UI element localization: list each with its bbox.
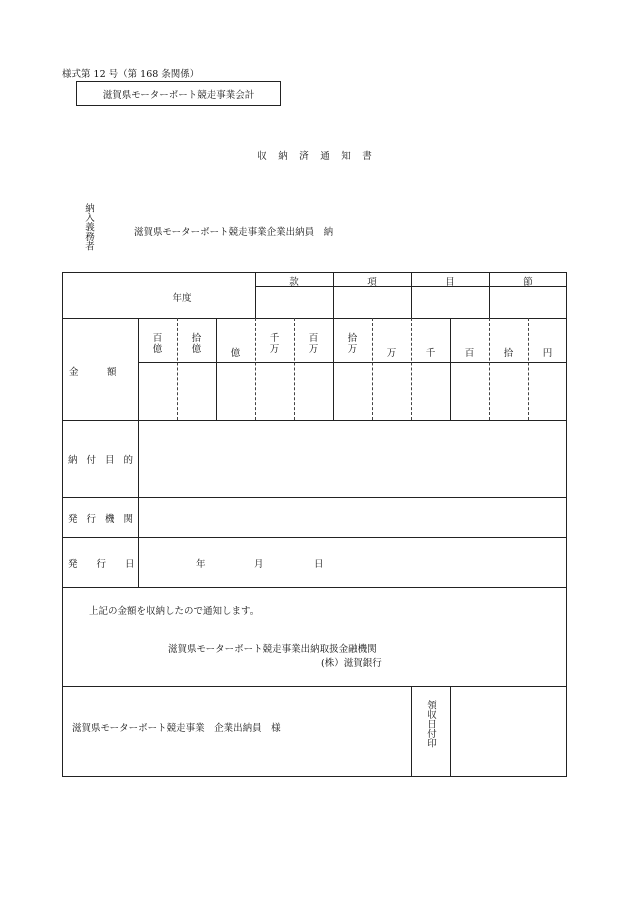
digit-hyaku: 百 xyxy=(464,348,475,359)
digit-sen: 千 xyxy=(425,348,436,359)
purpose-label: 納 付 目 的 xyxy=(68,455,137,466)
digit-senman: 千 万 xyxy=(269,333,280,355)
bank-name-line1: 滋賀県モーターボート競走事業出納取扱金融機関 xyxy=(168,644,377,655)
payer-value: 滋賀県モーターボート競走事業企業出納員 納 xyxy=(134,227,334,238)
receipt-stamp-label: 領収日付印 xyxy=(425,700,436,748)
issue-day-unit: 日 xyxy=(314,559,324,570)
issuer-field[interactable] xyxy=(139,498,566,536)
amount-label: 金 額 xyxy=(69,367,117,378)
year-label: 年度 xyxy=(172,293,192,304)
digit-juuoku: 拾 億 xyxy=(191,333,202,355)
addressee: 滋賀県モーターボート競走事業 企業出納員 様 xyxy=(72,723,281,734)
digit-man: 万 xyxy=(386,348,397,359)
receipt-stamp-area[interactable] xyxy=(451,687,566,776)
digit-juuman: 拾 万 xyxy=(347,333,358,355)
bank-name-line2: (株）滋賀銀行 xyxy=(321,658,382,669)
digit-hyakuman: 百 万 xyxy=(308,333,319,355)
payer-label: 納入義務者 xyxy=(83,203,94,251)
digit-en: 円 xyxy=(542,348,553,359)
account-name-box xyxy=(76,81,281,106)
issue-month-unit: 月 xyxy=(254,559,264,570)
issuer-label: 発 行 機 関 xyxy=(68,514,137,525)
notice-text: 上記の金額を収納したので通知します。 xyxy=(89,606,260,617)
digit-hyakuoku: 百 億 xyxy=(152,333,163,355)
document-title: 収 納 済 通 知 書 xyxy=(257,151,373,162)
digit-oku: 億 xyxy=(230,348,241,359)
account-name: 滋賀県モーターボート競走事業会計 xyxy=(102,89,255,101)
header-kou: 項 xyxy=(367,277,377,288)
amount-digit-cells[interactable] xyxy=(139,363,566,419)
purpose-field[interactable] xyxy=(139,421,566,496)
issue-year-unit: 年 xyxy=(196,559,206,570)
header-moku: 目 xyxy=(445,277,455,288)
form-number: 様式第 12 号（第 168 条関係） xyxy=(62,69,200,80)
digit-juu: 拾 xyxy=(503,348,514,359)
issue-date-label: 発 行 日 xyxy=(68,559,135,570)
header-setsu: 節 xyxy=(523,277,533,288)
header-kan: 款 xyxy=(289,277,299,288)
